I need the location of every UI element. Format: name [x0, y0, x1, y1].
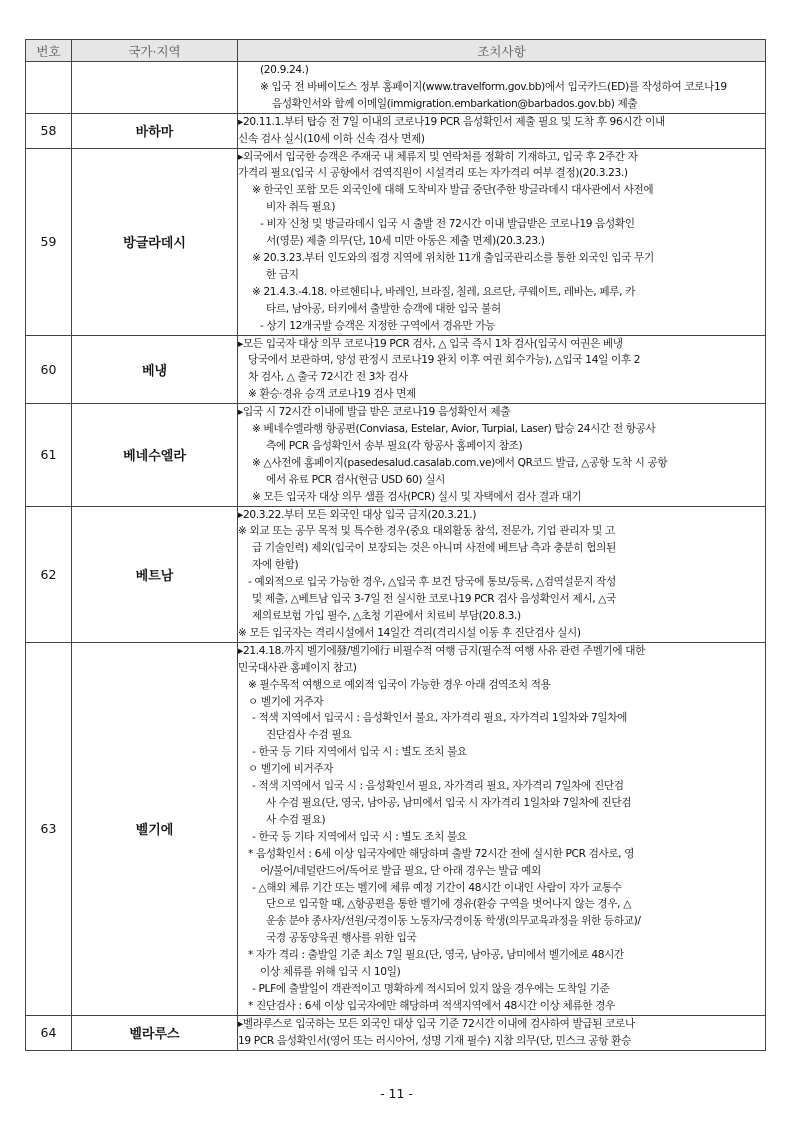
measure-line: 급 기술인력) 제외(입국이 보장되는 것은 아니며 사전에 베트남 측과 충분히 협의된: [252, 542, 616, 555]
page-number: - 11 -: [380, 1086, 413, 1101]
measure-line: ※ 입국 전 바베이도스 정부 홈페이지(www.travelform.gov.bb)에서 입국카드(ED)를 작성하여 코로나19: [260, 80, 727, 93]
row-number: [26, 62, 72, 114]
row-measures: [238, 506, 766, 642]
measure-line: 신속 검사 실시(10세 이하 신속 검사 면제): [238, 132, 425, 145]
row-measures: [238, 1015, 766, 1050]
row-country: 바하마: [72, 113, 238, 148]
measure-line: ▸모든 입국자 대상 의무 코로나19 PCR 검사, △ 입국 즉시 1차 검사(입국시 여권은 베냉: [238, 337, 623, 350]
measure-line: ▸벨라루스로 입국하는 모든 외국인 대상 입국 기준 72시간 이내에 검사하여 발급된 코로나: [238, 1017, 635, 1030]
row-country: [72, 62, 238, 114]
row-measures: [238, 404, 766, 506]
measure-line: * 자가 격리 : 출발일 기준 최소 7일 필요(단, 영국, 남아공, 남미에서 벨기에로 48시간: [248, 949, 624, 962]
measure-line: ※ 한국인 포함 모든 외국인에 대해 도착비자 발급 중단(주한 방글라데시 대사관에서 사전에: [252, 184, 654, 197]
measure-line: ▸20.3.22.부터 모든 외국인 대상 입국 금지(20.3.21.): [238, 508, 477, 521]
measure-line: 타르, 남아공, 터키에서 출발한 승객에 대한 입국 불허: [266, 302, 501, 315]
measure-line: 어/불어/네덜란드어/독어로 발급 필요, 단 아래 경우는 발급 예외: [260, 864, 541, 877]
measures-table: [25, 39, 766, 1051]
measure-line: 진단검사 수검 필요: [266, 729, 352, 742]
row-country: 베트남: [72, 506, 238, 642]
row-number: 60: [26, 335, 72, 404]
measure-line: 단으로 입국할 때, △항공편을 통한 벨기에 경유(환승 구역을 벗어나지 않는 경우, △: [266, 898, 631, 911]
measure-line: - △해외 체류 기간 또는 벨기에 체류 예정 기간이 48시간 이내인 사람이 자가 교통수: [252, 881, 622, 894]
measure-line: 제의료보험 가입 필수, △초청 기관에서 치료비 부담(20.8.3.): [252, 610, 521, 622]
header-country: 국가·지역: [72, 40, 238, 62]
row-country: 벨라루스: [72, 1015, 238, 1050]
measure-line: ※ △사전에 홈페이지(pasedesalud.casalab.com.ve)에서 QR코드 발급, △공항 도착 시 공항: [252, 456, 668, 469]
measure-line: 및 제출, △베트남 입국 3-7일 전 실시한 코로나19 PCR 검사 음성확인서 제시, △국: [252, 593, 616, 606]
measure-line: ※ 모든 입국자는 격리시설에서 14일간 격리(격리시설 이동 후 진단검사 실시): [238, 626, 581, 639]
row-number: 64: [26, 1015, 72, 1050]
table-row: [26, 335, 766, 404]
measure-line: 서(영문) 제출 의무(단, 10세 미만 아동은 제출 면제)(20.3.23.): [266, 235, 545, 248]
measure-line: 한 금지: [266, 268, 299, 281]
row-number: 63: [26, 642, 72, 1015]
measure-line: 운송 분야 종사자/선원/국경이동 노동자/국경이동 학생(의무교육과정을 위한 등하교)/: [266, 915, 641, 928]
measure-line: ※ 20.3.23.부터 인도와의 접경 지역에 위치한 11개 출입국관리소를 통한 외국인 입국 무기: [252, 251, 654, 264]
row-number: 62: [26, 506, 72, 642]
measure-line: ▸20.11.1.부터 탑승 전 7일 이내의 코로나19 PCR 음성확인서 제출 필요 및 도착 후 96시간 이내: [238, 115, 665, 128]
measure-line: ▸입국 시 72시간 이내에 발급 받은 코로나19 음성확인서 제출: [238, 406, 511, 419]
measure-line: 이상 체류를 위해 입국 시 10일): [260, 966, 401, 979]
measure-line: 음성확인서와 함께 이메일(immigration.embarkation@barbados.gov.bb) 제출: [272, 97, 638, 110]
measure-line: 19 PCR 음성확인서(영어 또는 러시아어, 성명 기재 필수) 지참 의무(단, 민스크 공항 환승: [238, 1034, 631, 1047]
measure-line: ※ 모든 입국자 대상 의무 샘플 검사(PCR) 실시 및 자택에서 검사 결과 대기: [252, 490, 582, 503]
measure-line: - 상기 12개국발 승객은 지정한 구역에서 경유만 가능: [260, 319, 496, 332]
measure-line: 자에 한함): [252, 559, 299, 572]
measure-line: (20.9.24.): [260, 64, 309, 76]
measure-line: 사 수검 필요): [266, 813, 326, 826]
measure-line: 에서 유료 PCR 검사(현금 USD 60) 실시: [266, 473, 445, 486]
row-measures: [238, 113, 766, 148]
measure-line: - 비자 신청 및 방글라데시 입국 시 출발 전 72시간 이내 발급받은 코로나19 음성확인: [260, 218, 635, 231]
row-measures: [238, 335, 766, 404]
measure-line: ※ 환승·경유 승객 코로나19 검사 면제: [248, 388, 416, 401]
measure-line: 민국대사관 홈페이지 참고): [238, 661, 357, 674]
measure-line: 가격리 필요(입국 시 공항에서 검역직원이 시설격리 또는 자가격리 여부 결정)(20.3.23.): [238, 167, 628, 180]
measure-line: ※ 베네수엘라행 항공편(Conviasa, Estelar, Avior, Turpial, Laser) 탑승 24시간 전 항공사: [252, 423, 656, 436]
measure-line: ※ 외교 또는 공무 목적 및 특수한 경우(중요 대외활동 참석, 전문가, 기업 관리자 및 고: [238, 525, 615, 538]
row-number: 61: [26, 404, 72, 506]
header-number: 번호: [26, 40, 72, 62]
measure-line: ㅇ 벨기에 비거주자: [248, 763, 334, 776]
measure-line: 사 수검 필요(단, 영국, 남아공, 남미에서 입국 시 자가격리 1일차와 7일차에 진단검: [266, 796, 632, 809]
measure-line: - 적색 지역에서 입국시 : 음성확인서 불요, 자가격리 필요, 자가격리 1일차와 7일차에: [252, 712, 627, 725]
table-row: [26, 148, 766, 335]
table-row: [26, 113, 766, 148]
measure-line: ▸외국에서 입국한 승객은 주재국 내 체류지 및 연락처를 정확히 기재하고, 입국 후 2주간 자: [238, 150, 638, 163]
measure-line: 측에 PCR 음성확인서 송부 필요(각 항공사 홈페이지 참조): [266, 439, 523, 452]
measure-line: 비자 취득 필요): [266, 201, 336, 214]
measure-line: ▸21.4.18.까지 벨기에發/벨기에行 비필수적 여행 금지(필수적 여행 사유 관련 주벨기에 대한: [238, 644, 646, 657]
measure-line: - PLF에 출발일이 객관적이고 명확하게 적시되어 있지 않을 경우에는 도착일 기준: [252, 982, 610, 995]
row-country: 베냉: [72, 335, 238, 404]
measure-line: - 한국 등 기타 지역에서 입국 시 : 별도 조치 불요: [252, 746, 467, 759]
row-country: 베네수엘라: [72, 404, 238, 506]
row-measures: [238, 62, 766, 114]
measure-line: 당국에서 보관하며, 양성 판정시 코로나19 완치 이후 여권 회수가능), △입국 14일 이후 2: [248, 354, 641, 367]
table-header-row: [26, 40, 766, 62]
header-measures: 조치사항: [238, 40, 766, 62]
measure-line: 차 검사, △ 출국 72시간 전 3차 검사: [248, 371, 408, 384]
row-country: 방글라데시: [72, 148, 238, 335]
row-measures: [238, 642, 766, 1015]
table-row: [26, 642, 766, 1015]
measure-line: ※ 필수목적 여행으로 예외적 입국이 가능한 경우 아래 검역조치 적용: [248, 678, 551, 691]
measure-line: - 적색 지역에서 입국 시 : 음성확인서 필요, 자가격리 필요, 자가격리 7일차에 진단검: [252, 780, 624, 793]
row-number: 59: [26, 148, 72, 335]
measure-line: 국경 공동양육권 행사를 위한 입국: [266, 932, 417, 945]
measure-line: ㅇ 벨기에 거주자: [248, 695, 324, 708]
measure-line: - 한국 등 기타 지역에서 입국 시 : 별도 조치 불요: [252, 830, 467, 843]
measure-line: * 음성확인서 : 6세 이상 입국자에만 해당하며 출발 72시간 전에 실시한 PCR 검사로, 영: [248, 847, 635, 860]
table-row: [26, 1015, 766, 1050]
table-row: [26, 506, 766, 642]
measure-line: - 예외적으로 입국 가능한 경우, △입국 후 보건 당국에 통보/등록, △검역설문지 작성: [248, 576, 616, 589]
row-measures: [238, 148, 766, 335]
measure-line: ※ 21.4.3.-4.18. 아르헨티나, 바레인, 브라질, 칠레, 요르단, 쿠웨이트, 레바논, 페루, 카: [252, 285, 636, 298]
table-row: [26, 62, 766, 114]
measure-line: * 진단검사 : 6세 이상 입국자에만 해당하며 적색지역에서 48시간 이상 체류한 경우: [248, 999, 615, 1012]
row-number: 58: [26, 113, 72, 148]
row-country: 벨기에: [72, 642, 238, 1015]
table-row: [26, 404, 766, 506]
